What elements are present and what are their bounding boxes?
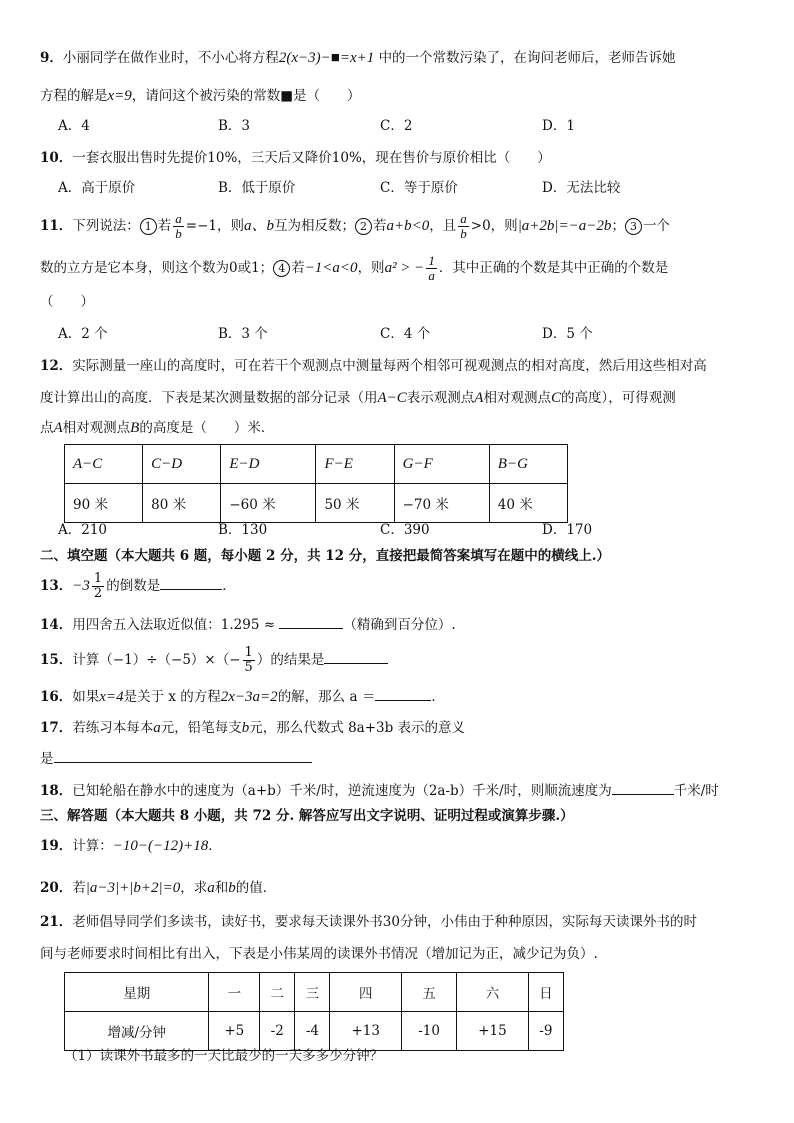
q16-line: 16．如果x=4是关于 x 的方程2x−3a=2的解，那么 a ＝ ．: [40, 686, 750, 707]
q17-line1: 17．若练习本每本a元，铅笔每支b元，那么代数式 8a+3b 表示的意义: [40, 720, 466, 736]
q11-option-c[interactable]: C．4 个: [380, 326, 431, 342]
q12-line3: 点A相对观测点B的高度是（ ）米．: [40, 420, 275, 436]
q21-line2: 间与老师要求时间相比有出入，下表是小伟某周的读课外书情况（增加记为正，减少记为负）.: [40, 946, 598, 962]
q11-option-d[interactable]: D．5 个: [542, 326, 593, 342]
circled-1: 1: [140, 218, 157, 235]
circled-2: 2: [355, 218, 372, 235]
q12-line2: 度计算出山的高度．下表是某次测量数据的部分记录（用A−C表示观测点A相对观测点C的高度），可得观测: [40, 390, 676, 406]
q9-option-d[interactable]: D．1: [542, 118, 575, 134]
q10-line: 10．一套衣服出售时先提价10%，三天后又降价10%，现在售价与原价相比（ ）: [40, 150, 551, 166]
table-row: A−C C−D E−D F−E G−F B−G: [65, 445, 568, 484]
q11-line3: （ ）: [40, 294, 94, 310]
q12-option-a[interactable]: A．210: [58, 522, 108, 538]
q16-answer-blank[interactable]: [375, 686, 431, 701]
q21-table: [64, 972, 564, 1051]
table-row: 增减/分钟 +5 -2 -4 +13 -10 +15 -9: [65, 1012, 564, 1051]
q12-option-c[interactable]: C．390: [380, 522, 430, 538]
table-row: 90 米 80 米 −60 米 50 米 −70 米 40 米: [65, 484, 568, 523]
q9-line2: 方程的解是x=9，请问这个被污染的常数■是（ ）: [40, 88, 361, 104]
q9-number: 9．: [40, 50, 63, 66]
q11-line2: 数的立方是它本身，则这个数为0或1； 4 若−1<a<0，则a² > − $\frac{1}{a}$ ．其中正确的个数是其中正确的个数是: [40, 253, 669, 283]
q19-line: 19．计算：−10−(−12)+18．: [40, 838, 222, 854]
q9-line1: 9．小丽同学在做作业时，不小心将方程2(x−3)−■=x+1 中的一个常数污染了，在询问老师后，老师告诉她: [40, 50, 676, 66]
q20-line: 20．若|a−3|+|b+2|=0，求a和b的值．: [40, 880, 277, 896]
q10-option-d[interactable]: D．无法比较: [542, 180, 621, 196]
q14-answer-blank[interactable]: [279, 614, 343, 629]
q11-line1: 11．下列说法： 1 若 $\frac{a}{b}$ =−1，则a、b互为相反数； 2 若a+b<0，且 $\frac{a}{b}$ >0，则|a+2b|=−a−2b； 3 一个: [40, 211, 670, 241]
q18-line: 18．已知轮船在静水中的速度为（a+b）千米/时，逆流速度为（2a-b）千米/时，则顺流速度为 千米/时: [40, 780, 750, 801]
q17-line2: 是: [40, 748, 750, 769]
q9-option-a[interactable]: A．4: [58, 118, 90, 134]
q14-line: 14．用四舍五入法取近似值：1.295 ≈ （精确到百分位）.: [40, 614, 750, 635]
q9-option-b[interactable]: B．3: [218, 118, 251, 134]
q10-option-c[interactable]: C．等于原价: [380, 180, 458, 196]
q10-option-b[interactable]: B．低于原价: [218, 180, 296, 196]
q21-line1: 21．老师倡导同学们多读书，读好书，要求每天读课外书30分钟，小伟由于种种原因，实际每天读课外书的时: [40, 914, 697, 930]
q17-answer-blank[interactable]: [54, 748, 312, 763]
table-row: 星期 一 二 三 四 五 六 日: [65, 973, 564, 1012]
section-3-heading: 三、解答题（本大题共 8 小题，共 72 分. 解答应写出文字说明、证明过程或演算步骤.）: [40, 808, 574, 824]
q12-option-b[interactable]: B．130: [218, 522, 268, 538]
circled-4: 4: [273, 260, 290, 277]
q11-option-a[interactable]: A．2 个: [58, 326, 108, 342]
q12-line1: 12．实际测量一座山的高度时，可在若干个观测点中测量每两个相邻可视观测点的相对高度，然后用这些相对高: [40, 358, 707, 374]
q12-table: [64, 444, 568, 523]
q9-equation: 2(x−3)−■=x+1: [278, 50, 375, 66]
q18-answer-blank[interactable]: [612, 780, 674, 795]
fraction-a-b: $\frac{a}{b}$: [175, 211, 182, 241]
q13-answer-blank[interactable]: [160, 575, 222, 590]
q12-option-d[interactable]: D．170: [542, 522, 593, 538]
q15-line: 15．计算（−1）÷（−5）×（− $\frac{1}{5}$ ）的结果是: [40, 646, 750, 675]
section-2-heading: 二、填空题（本大题共 6 题，每小题 2 分，共 12 分，直接把最简答案填写在题中的横线上.）: [40, 548, 610, 564]
q11-option-b[interactable]: B．3 个: [218, 326, 268, 342]
q9-option-c[interactable]: C．2: [380, 118, 413, 134]
q15-answer-blank[interactable]: [324, 649, 388, 664]
q21-sub1: （1）读课外书最多的一天比最少的一天多多少分钟？: [64, 1048, 384, 1064]
q10-option-a[interactable]: A．高于原价: [58, 180, 136, 196]
q13-line: 13．−3 $\frac{1}{2}$ 的倒数是 ．: [40, 571, 236, 601]
circled-3: 3: [625, 218, 642, 235]
